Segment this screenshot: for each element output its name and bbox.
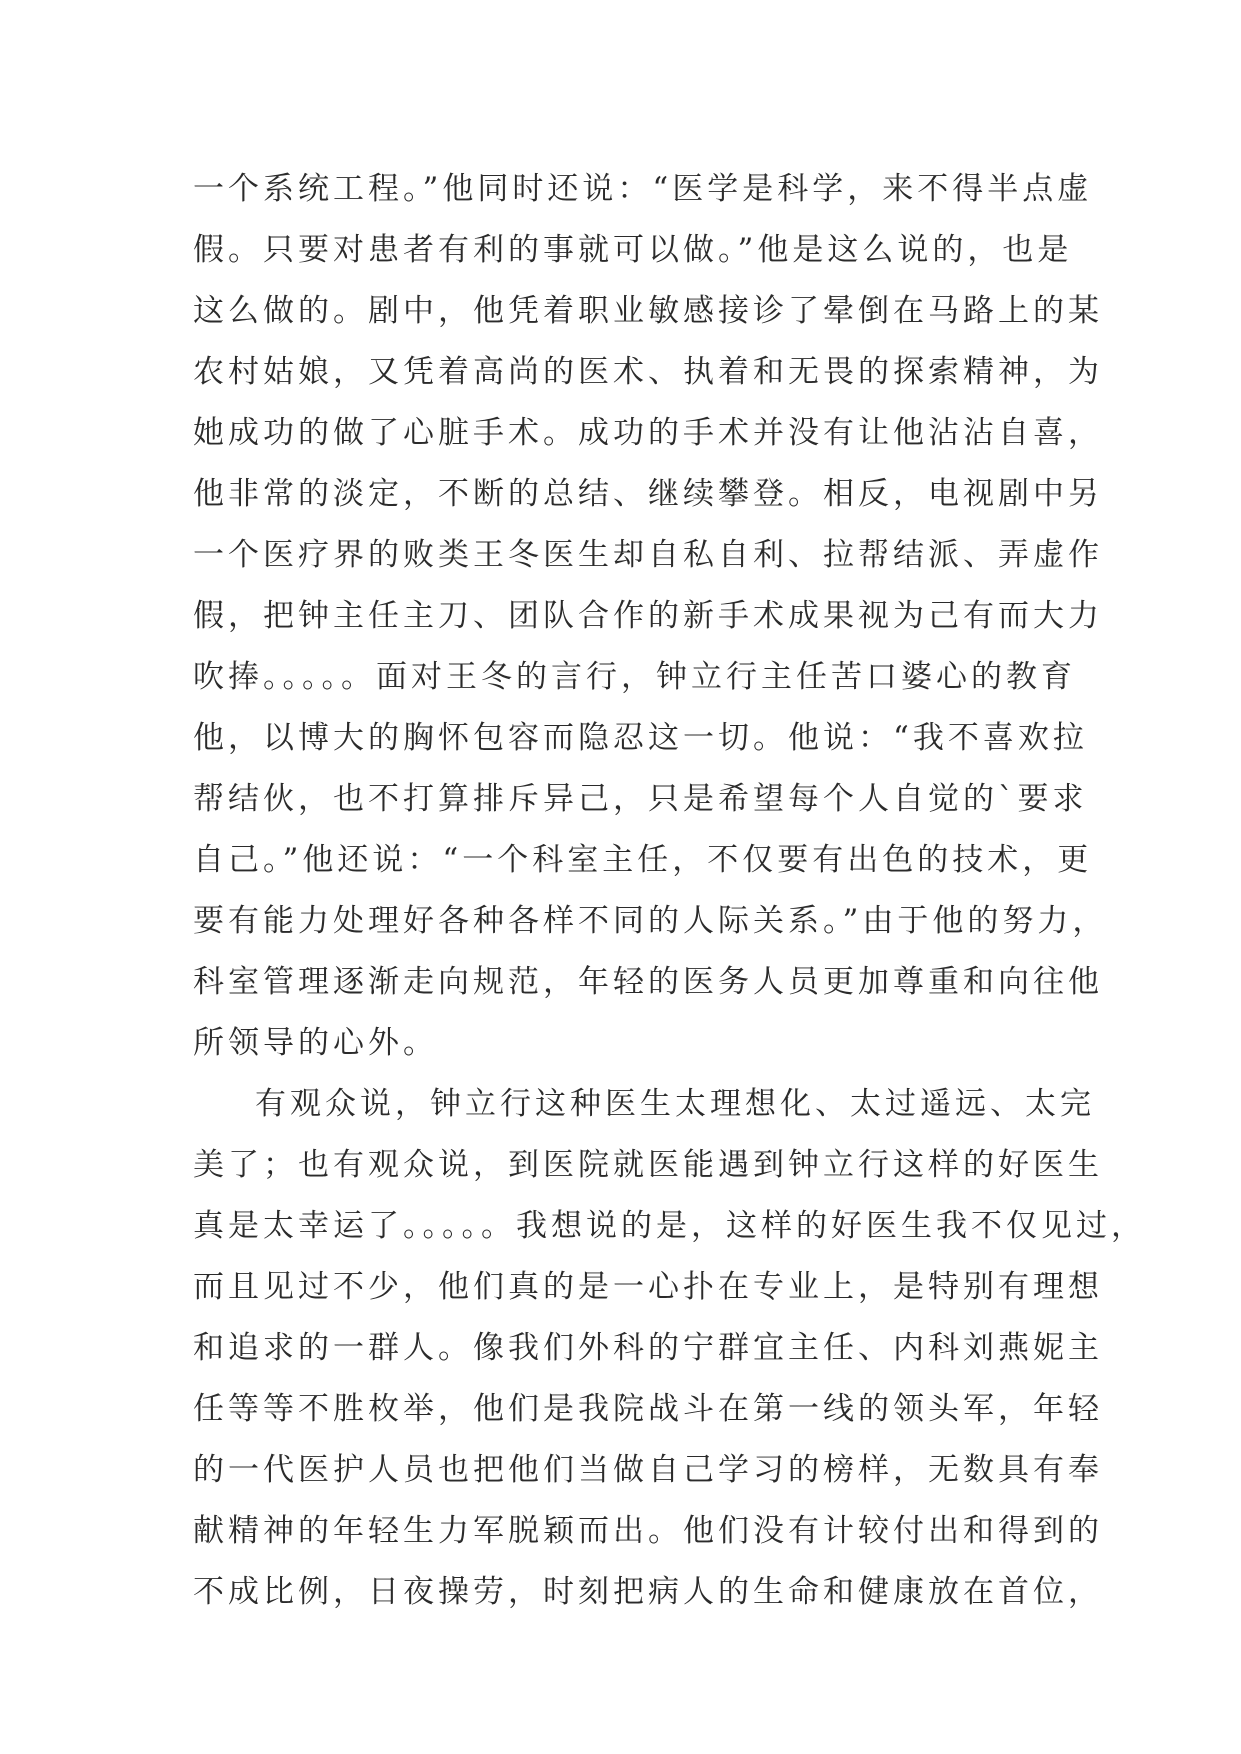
paragraph-2	[193, 1074, 1146, 1623]
text-line: 要有能力处理好各种各样不同的人际关系。”由于他的努力，	[193, 903, 1108, 939]
text-line: 献精神的年轻生力军脱颖而出。他们没有计较付出和得到的	[193, 1513, 1103, 1549]
text-line: 而且见过不少，他们真的是一心扑在专业上，是特别有理想	[193, 1269, 1103, 1305]
text-line: 假。只要对患者有利的事就可以做。”他是这么说的，也是	[193, 232, 1073, 268]
text-line: 他，以博大的胸怀包容而隐忍这一切。他说：“我不喜欢拉	[193, 720, 1088, 756]
text-line: 的一代医护人员也把他们当做自己学习的榜样，无数具有奉	[193, 1452, 1103, 1488]
text-line: 任等等不胜枚举，他们是我院战斗在第一线的领头军，年轻	[193, 1391, 1103, 1427]
text-line: 和追求的一群人。像我们外科的宁群宜主任、内科刘燕妮主	[193, 1330, 1103, 1366]
text-line: 帮结伙，也不打算排斥异己，只是希望每个人自觉的`要求	[193, 781, 1088, 817]
text-line: 一个医疗界的败类王冬医生却自私自利、拉帮结派、弄虚作	[193, 537, 1103, 573]
text-line: 农村姑娘，又凭着高尚的医术、执着和无畏的探索精神，为	[193, 354, 1103, 390]
text-line: 这么做的。剧中，他凭着职业敏感接诊了晕倒在马路上的某	[193, 293, 1103, 329]
text-line: 有观众说，钟立行这种医生太理想化、太过遥远、太完	[255, 1086, 1095, 1122]
text-line: 她成功的做了心脏手术。成功的手术并没有让他沾沾自喜，	[193, 415, 1103, 451]
text-line: 不成比例，日夜操劳，时刻把病人的生命和健康放在首位，	[193, 1574, 1103, 1610]
text-line: 吹捧。。。。。面对王冬的言行，钟立行主任苦口婆心的教育	[193, 659, 1076, 695]
text-line: 一个系统工程。”他同时还说：“医学是科学，来不得半点虚	[193, 171, 1093, 207]
text-line: 他非常的淡定，不断的总结、继续攀登。相反，电视剧中另	[193, 476, 1103, 512]
text-line: 自己。”他还说：“一个科室主任，不仅要有出色的技术，更	[193, 842, 1093, 878]
text-line: 所领导的心外。	[193, 1025, 438, 1061]
text-line: 真是太幸运了。。。。。我想说的是，这样的好医生我不仅见过，	[193, 1208, 1146, 1244]
text-line: 假，把钟主任主刀、团队合作的新手术成果视为己有而大力	[193, 598, 1103, 634]
document-body	[193, 159, 1146, 1623]
text-line: 美了；也有观众说，到医院就医能遇到钟立行这样的好医生	[193, 1147, 1103, 1183]
text-line: 科室管理逐渐走向规范，年轻的医务人员更加尊重和向往他	[193, 964, 1103, 1000]
paragraph-1	[193, 159, 1108, 1074]
